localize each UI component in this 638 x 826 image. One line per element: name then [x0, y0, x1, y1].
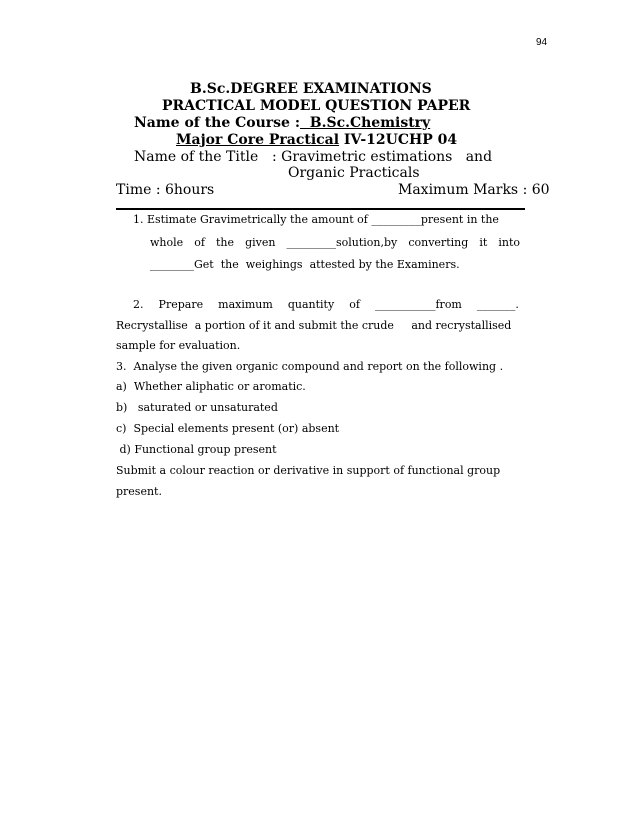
q1-word: given	[245, 236, 276, 249]
q1-line-1: 1. Estimate Gravimetrically the amount of _________present in the	[133, 213, 499, 226]
q2-word: of	[349, 298, 360, 311]
q3-submit-line-1: Submit a colour reaction or derivative in support of functional group	[116, 464, 501, 477]
q1-word: into	[498, 236, 520, 249]
title-label: Name of the Title	[134, 149, 259, 165]
course-line	[134, 114, 430, 132]
core-line	[176, 131, 457, 149]
q1-word: whole	[150, 236, 184, 249]
q1-line-2	[150, 236, 520, 250]
q2-word: 2.	[133, 298, 144, 311]
q1-line-3: ________Get the weighings attested by the Examiners.	[150, 258, 460, 271]
q1-word: of	[194, 236, 205, 249]
core-code: IV-12UCHP 04	[339, 132, 458, 148]
q2-line-2: Recrystallise a portion of it and submit the crude and recrystallised	[116, 319, 512, 332]
q1-word: it	[479, 236, 488, 249]
q3-item-c: c) Special elements present (or) absent	[116, 422, 340, 435]
time-allowed: Time : 6hours	[116, 182, 215, 198]
q3-item-b: b) saturated or unsaturated	[116, 401, 278, 414]
q2-line-3: sample for evaluation.	[116, 339, 241, 352]
q2-word: _______.	[476, 298, 519, 311]
q2-word: maximum	[218, 298, 273, 311]
q3-line-1: 3. Analyse the given organic compound and report on the following .	[116, 360, 504, 373]
q2-word: Prepare	[158, 298, 204, 311]
maximum-marks: Maximum Marks : 60	[398, 182, 550, 198]
header-rule	[116, 208, 525, 210]
title-continuation: Organic Practicals	[288, 165, 420, 181]
q1-word: the	[215, 236, 234, 249]
q1-word: _________solution,by	[286, 236, 398, 249]
course-label: Name of the Course :	[134, 115, 300, 131]
q2-line-1	[133, 298, 519, 312]
paper-title: PRACTICAL MODEL QUESTION PAPER	[162, 98, 471, 114]
page-number: 94	[536, 37, 548, 48]
course-value: B.Sc.Chemistry	[300, 115, 431, 131]
q1-word: converting	[408, 236, 469, 249]
title-value: : Gravimetric estimations and	[272, 149, 493, 165]
q3-submit-line-2: present.	[116, 485, 162, 498]
q3-item-a: a) Whether aliphatic or aromatic.	[116, 380, 306, 393]
q2-word: quantity	[287, 298, 335, 311]
q3-item-d: d) Functional group present	[116, 443, 277, 456]
core-underlined: Major Core Practical	[176, 132, 340, 148]
q2-word: ___________from	[374, 298, 462, 311]
exam-title: B.Sc.DEGREE EXAMINATIONS	[190, 81, 432, 97]
